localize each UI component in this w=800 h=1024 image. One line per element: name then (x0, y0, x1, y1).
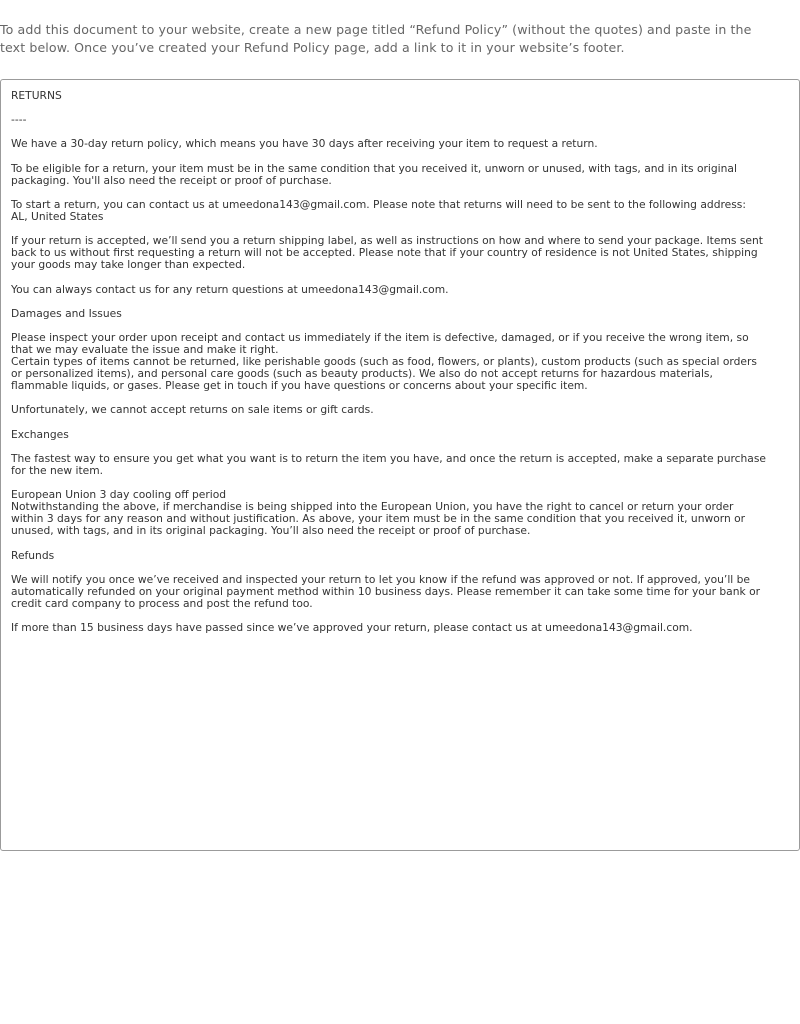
policy-paragraph: Unfortunately, we cannot accept returns on sale items or gift cards. (11, 403, 374, 417)
policy-paragraph: To be eligible for a return, your item must be in the same condition that you received it, unworn or unused, with tags, and in its original packaging. You'll also need the receipt or proof of purchase. (11, 161, 741, 187)
instructions-text: To add this document to your website, create a new page titled “Refund Policy” (without the quotes) and paste in the text below. Once you’ve created your Refund Policy page, add a link to it in your website’s footer. (0, 22, 752, 55)
policy-paragraph: Certain types of items cannot be returned, like perishable goods (such as food, flowers, or plants), custom products (such as special orders or personalized items), and personal care goods (such as beauty products). We also do not accept returns for hazardous materials, flammable liquids, or gases. Please get in touch if you have questions or concerns about your specific item. (11, 355, 761, 393)
policy-paragraph: RETURNS (11, 89, 62, 102)
policy-paragraph: We have a 30-day return policy, which means you have 30 days after receiving your item to request a return. (11, 137, 598, 151)
policy-paragraph: Exchanges (11, 427, 69, 441)
policy-paragraph: ---- (11, 113, 27, 127)
policy-paragraph: The fastest way to ensure you get what you want is to return the item you have, and once the return is accepted, make a separate purchase for the new item. (11, 451, 770, 477)
policy-paragraph: You can always contact us for any return questions at umeedona143@gmail.com. (11, 282, 449, 296)
policy-paragraph: To start a return, you can contact us at umeedona143@gmail.com. Please note that returns will need to be sent to the following address: AL, United States (11, 197, 746, 223)
policy-paragraph: European Union 3 day cooling off period Notwithstanding the above, if merchandise is being shipped into the European Union, you have the right to cancel or return your order within 3 days for any reason and without justification. As above, your item must be in the same condition that you received it, unworn or unused, with tags, and in its original packaging. You’ll also need the receipt or proof of purchase. (11, 488, 746, 538)
refund-policy-content[interactable] (11, 90, 769, 646)
refund-policy-textarea[interactable] (0, 79, 800, 851)
policy-paragraph: We will notify you once we’ve received and inspected your return to let you know if the refund was approved or not. If approved, you’ll be automatically refunded on your original payment method within 10 business days. Please remember it can take some time for your bank or credit card company to process and post the refund too. (11, 572, 764, 610)
policy-paragraph: Damages and Issues (11, 306, 122, 320)
policy-paragraph: Please inspect your order upon receipt and contact us immediately if the item is defective, damaged, or if you receive the wrong item, so that we may evaluate the issue and make it right. (11, 330, 753, 356)
policy-paragraph: If your return is accepted, we’ll send you a return shipping label, as well as instructions on how and where to send your package. Items sent back to us without first requesting a return will not be accepted. Please note that if your country of residence is not United States, shipping your goods may take longer than expected. (11, 234, 767, 272)
policy-paragraph: Refunds (11, 548, 55, 562)
policy-paragraph: If more than 15 business days have passed since we’ve approved your return, please contact us at umeedona143@gmail.com. (11, 621, 693, 635)
